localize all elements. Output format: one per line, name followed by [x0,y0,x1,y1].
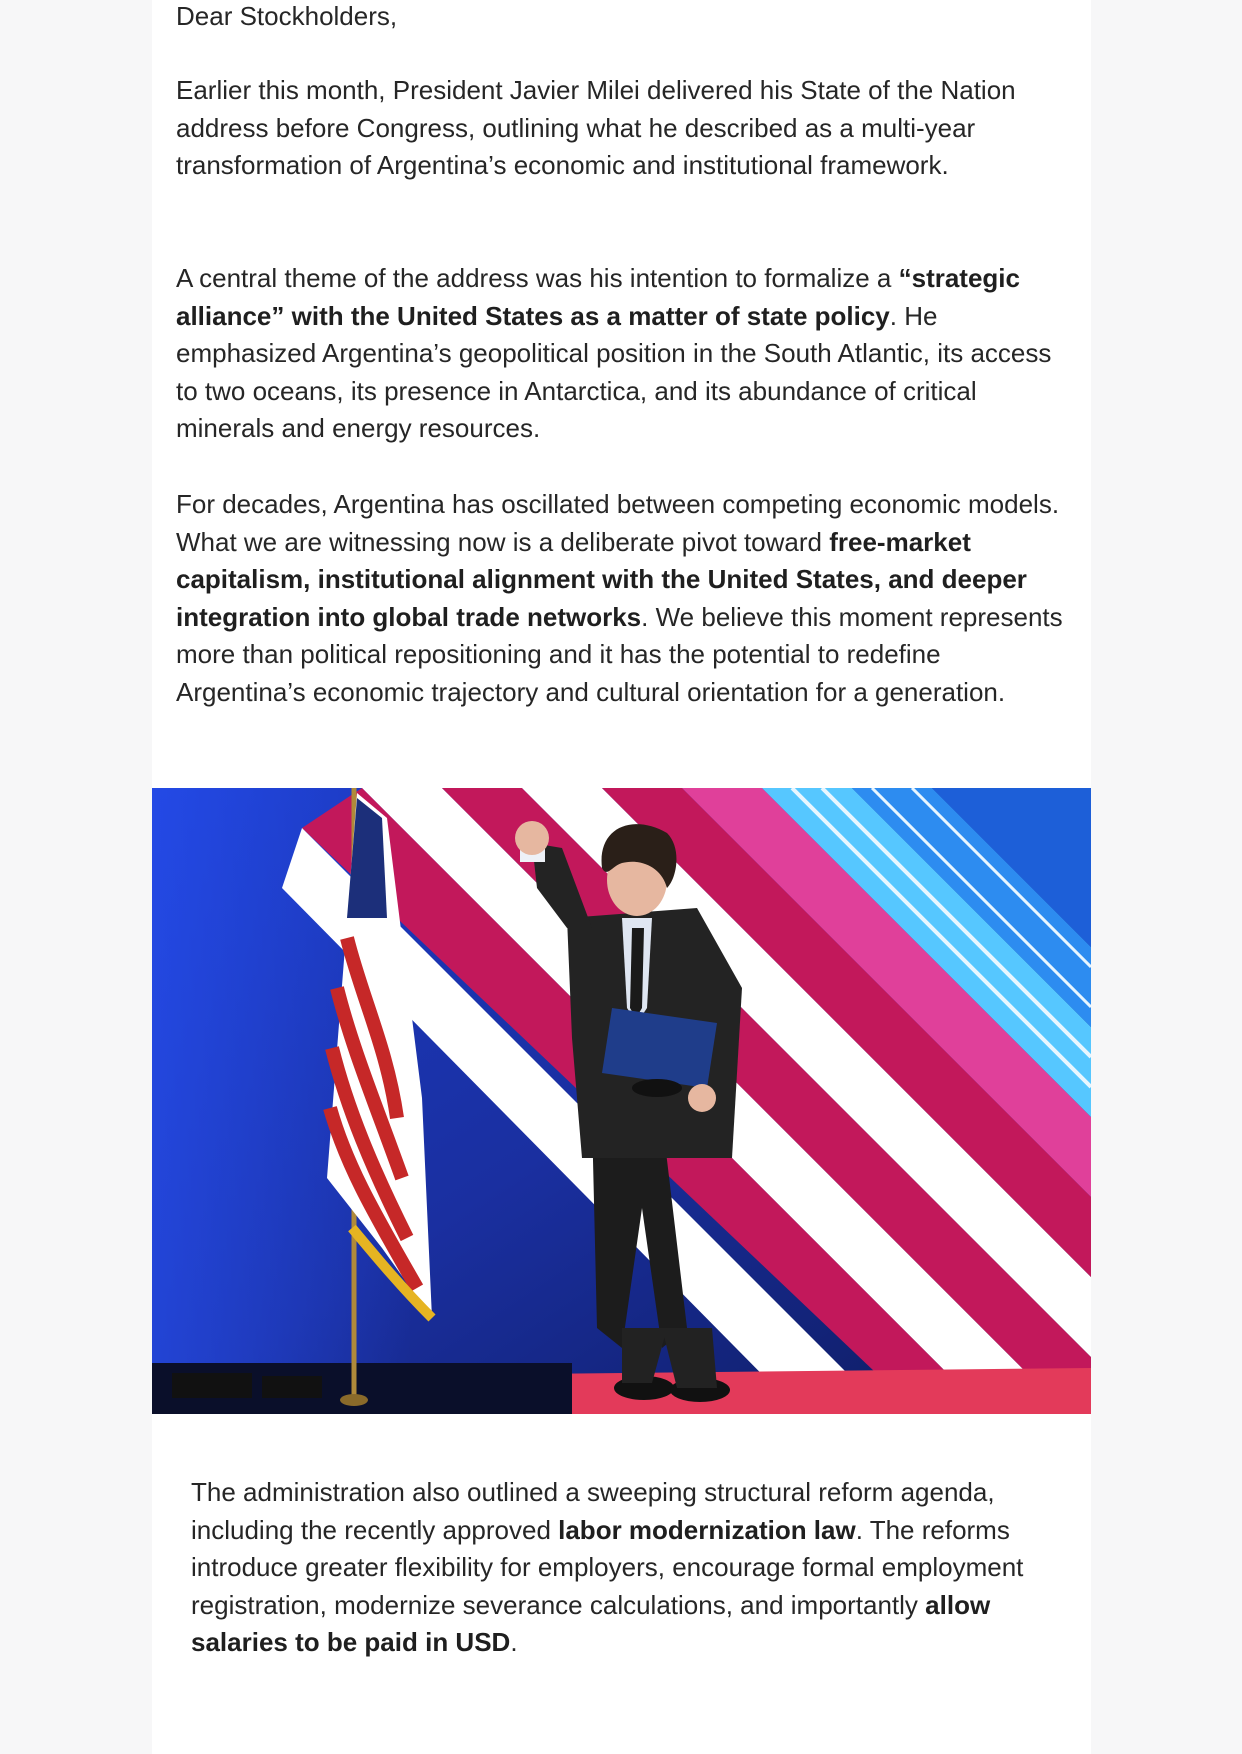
paragraph-text: . He emphasized Argentina’s geopolitical position in the South Atlantic, its access to two oceans, its presence in Antarctica, and its abundance of critical minerals and energy resources. [176,300,1052,444]
paragraph-text: . [510,1627,518,1658]
president-stage-photo [152,788,1091,1414]
paragraph-text: The administration also outlined a sweeping structural reform agenda, including the recently approved [191,1477,995,1545]
paragraph-economic-pivot [176,486,1066,712]
paragraph-text: . The reforms introduce greater flexibility for employers, encourage formal employment registration, modernize severance calculations, and importantly [191,1514,1024,1620]
bold-emphasis: free-market capitalism, institutional alignment with the United States, and deeper integration into global trade networks [176,526,1027,632]
greeting: Dear Stockholders, [176,1,398,31]
paragraph-text: For decades, Argentina has oscillated between competing economic models. What we are witnessing now is a deliberate pivot toward [176,489,1060,557]
bold-emphasis: labor modernization law [558,1514,856,1545]
paragraph-strategic-alliance [176,260,1066,448]
bold-emphasis: “strategic alliance” with the United States as a matter of state policy [176,263,1020,331]
paragraph-text: A central theme of the address was his intention to formalize a [176,263,899,293]
bold-emphasis: allow salaries to be paid in USD [191,1589,991,1658]
paragraph-text: . We believe this moment represents more than political repositioning and it has the potential to redefine Argentina’s economic trajectory and cultural orientation for a generation. [176,601,1063,707]
paragraph-state-of-nation: Earlier this month, President Javier Milei delivered his State of the Nation address before Congress, outlining what he described as a multi-year transformation of Argentina’s economic and institutional framework. [176,75,1016,181]
paragraph-labor-reform [191,1474,1051,1662]
